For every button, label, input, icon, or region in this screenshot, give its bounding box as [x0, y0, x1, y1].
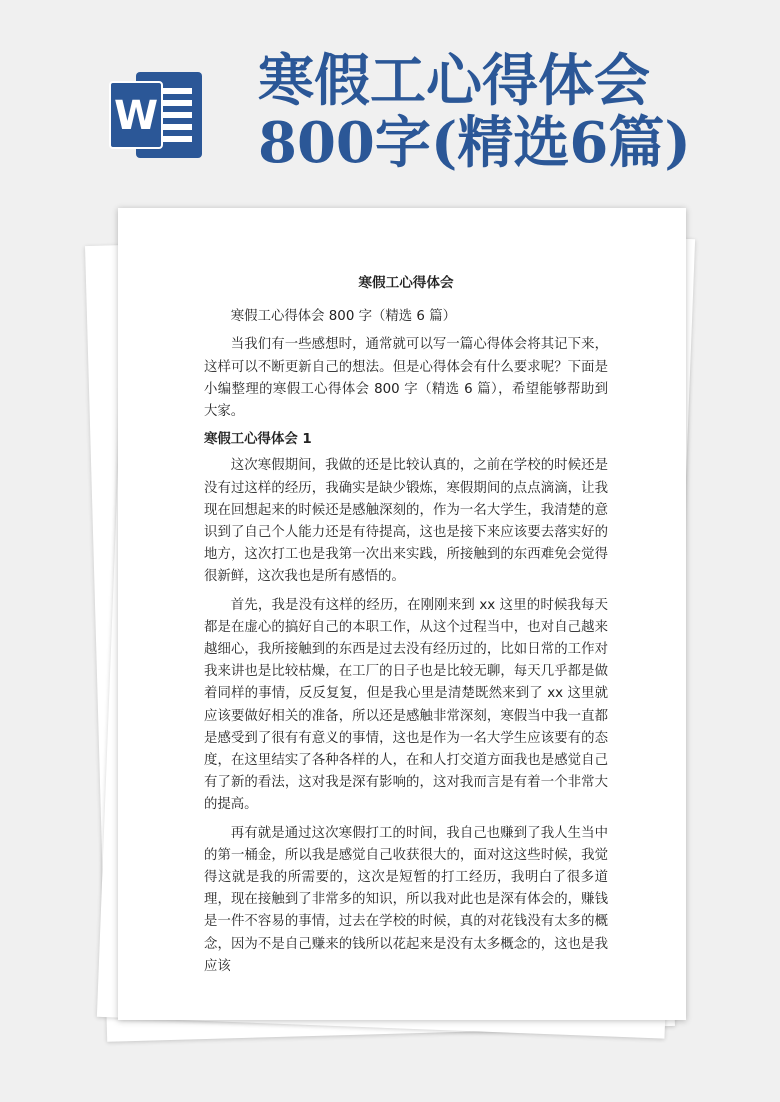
word-document-icon	[108, 66, 208, 164]
word-icon-letter: W	[113, 93, 159, 139]
intro-paragraph: 当我们有一些感想时，通常就可以写一篇心得体会将其记下来，这样可以不断更新自己的想法。但是心得体会有什么要求呢？下面是小编整理的寒假工心得体会 800 字（精选 6 篇），希望能够帮助到大家。	[204, 337, 608, 420]
section-heading: 寒假工心得体会 1	[204, 432, 312, 448]
body-paragraph: 首先，我是没有这样的经历，在刚刚来到 xx 这里的时候我每天都是在虚心的搞好自己的本职工作，从这个过程当中，也对自己越来越细心，我所接触到的东西是过去没有经历过的，比如日常的工作对我来讲也是比较枯燥，在工厂的日子也是比较无聊，每天几乎都是做着同样的事情，反反复复，但是我心里是清楚既然来到了 xx 这里就应该要做好相关的准备，所以还是感触非常深刻，寒假当中我一直都是感受到了很有有意义的事情，这也是作为一名大学生应该要有的态度，在这里结实了各种各样的人，在和人打交道方面我也是感觉自己有了新的看法，这对我是深有影响的，这对我而言是有着一个非常大的提高。	[204, 597, 608, 813]
document-title: 寒假工心得体会	[358, 275, 454, 291]
body-paragraph: 再有就是通过这次寒假打工的时间，我自己也赚到了我人生当中的第一桶金，所以我是感觉自己收获很大的，面对这这些时候，我觉得这就是我的所需要的，这次是短暂的打工经历，我明白了很多道理，现在接触到了非常多的知识，所以我对此也是深有体会的，赚钱是一件不容易的事情，过去在学校的时候，真的对花钱没有太多的概念，因为不是自己赚来的钱所以花起来是没有太多概念的，这也是我应该	[204, 825, 608, 974]
document-body	[204, 272, 608, 984]
document-page	[118, 208, 686, 1020]
document-subtitle: 寒假工心得体会 800 字（精选 6 篇）	[230, 309, 456, 325]
page-title: 寒假工心得体会800字(精选6篇)	[258, 48, 691, 176]
body-paragraph: 这次寒假期间，我做的还是比较认真的，之前在学校的时候还是没有过这样的经历，我确实是缺少锻炼，寒假期间的点点滴滴，让我现在回想起来的时候还是感触深刻的，作为一名大学生，我清楚的意识到了自己个人能力还是有待提高，这也是接下来应该要去落实好的地方，这次打工也是我第一次出来实践，所接触到的东西难免会觉得很新鲜，这次我也是所有感悟的。	[204, 458, 608, 585]
